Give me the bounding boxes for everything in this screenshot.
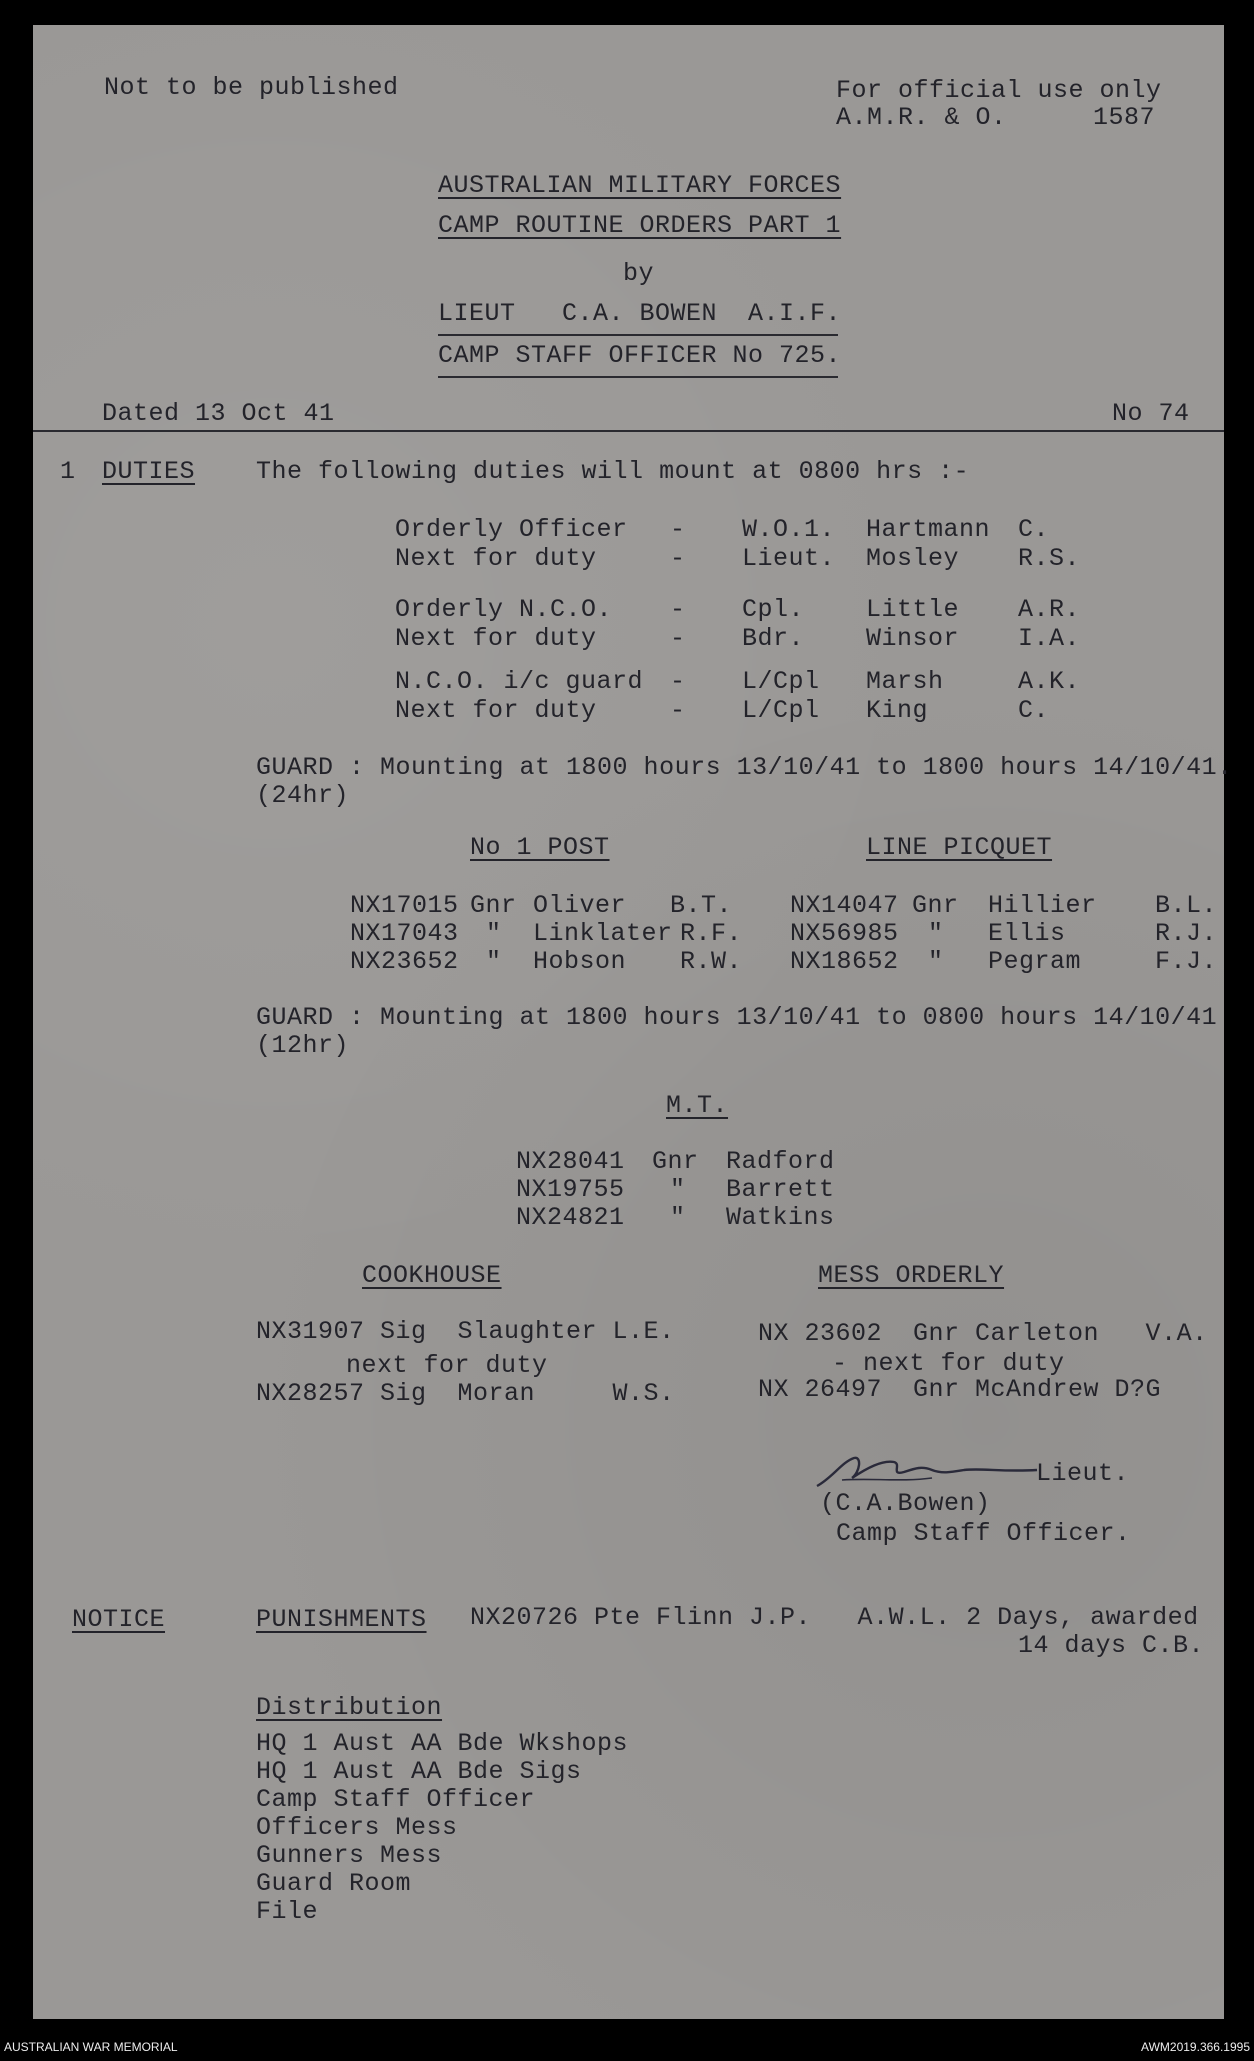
duty-initials: C. — [1018, 515, 1050, 544]
duty-role: N.C.O. i/c guard — [395, 667, 644, 696]
rank: Gnr — [470, 891, 517, 920]
mess-line-1: NX 23602 Gnr Carleton V.A. — [758, 1319, 1208, 1348]
surname: Barrett — [726, 1175, 835, 1204]
duty-initials: I.A. — [1018, 624, 1081, 653]
duty-name: Winsor — [866, 624, 960, 653]
duties-intro: The following duties will mount at 0800 hrs :- — [256, 457, 970, 486]
duty-initials: R.S. — [1018, 544, 1081, 573]
section-number: 1 — [60, 457, 76, 486]
rank: Gnr — [652, 1147, 699, 1176]
surname: Hobson — [533, 947, 627, 976]
distribution-heading: Distribution — [256, 1693, 443, 1722]
duty-name: Mosley — [866, 544, 960, 573]
rank: " — [928, 919, 944, 948]
surname: Oliver — [533, 891, 627, 920]
punishment-entry: NX20726 Pte Flinn J.P. A.W.L. 2 Days, awarded — [470, 1603, 1199, 1632]
title-line-2: CAMP ROUTINE ORDERS PART 1 — [438, 211, 842, 240]
initials: B.L. — [1155, 891, 1218, 920]
service-number: NX28041 — [516, 1147, 625, 1176]
service-number: NX23652 — [350, 947, 459, 976]
distribution-item: File — [256, 1897, 319, 1926]
duty-rank: W.O.1. — [742, 515, 836, 544]
duty-role: Next for duty — [395, 544, 597, 573]
duty-role: Next for duty — [395, 696, 597, 725]
punishment-award: 14 days C.B. — [1018, 1631, 1205, 1660]
surname: Ellis — [988, 919, 1066, 948]
duty-dash: - — [670, 667, 686, 696]
duties-heading: DUTIES — [102, 457, 196, 486]
duty-dash: - — [670, 624, 686, 653]
initials: F.J. — [1155, 947, 1218, 976]
distribution-item: Camp Staff Officer — [256, 1785, 536, 1814]
service-number: NX17043 — [350, 919, 459, 948]
distribution-item: Gunners Mess — [256, 1841, 443, 1870]
cookhouse-heading: COOKHOUSE — [362, 1261, 502, 1290]
initials: R.F. — [680, 919, 743, 948]
duty-dash: - — [670, 515, 686, 544]
rank: " — [670, 1203, 686, 1232]
duty-dash: - — [670, 544, 686, 573]
duty-dash: - — [670, 696, 686, 725]
signature-rank: Lieut. — [1036, 1459, 1130, 1488]
rank: Gnr — [912, 891, 959, 920]
duty-rank: Cpl. — [742, 595, 805, 624]
distribution-item: Officers Mess — [256, 1813, 458, 1842]
by-label: by — [623, 259, 655, 288]
duty-rank: L/Cpl — [742, 667, 820, 696]
guard-24hr-line: GUARD : Mounting at 1800 hours 13/10/41 to 1800 hours 14/10/41. — [256, 753, 1233, 782]
distribution-item: HQ 1 Aust AA Bde Sigs — [256, 1757, 582, 1786]
duty-name: King — [866, 696, 929, 725]
not-published-label: Not to be published — [104, 73, 399, 102]
reference-number: 1587 — [1093, 103, 1156, 132]
surname: Watkins — [726, 1203, 835, 1232]
office-title: CAMP STAFF OFFICER No 725. — [438, 341, 842, 370]
rank: " — [928, 947, 944, 976]
mess-next: - next for duty — [832, 1349, 1065, 1378]
surname: Pegram — [988, 947, 1082, 976]
mess-line-2: NX 26497 Gnr McAndrew D?G — [758, 1375, 1162, 1404]
initials: R.W. — [680, 947, 743, 976]
officer-name: LIEUT C.A. BOWEN A.I.F. — [438, 299, 842, 328]
mt-heading: M.T. — [666, 1091, 729, 1120]
duty-rank: L/Cpl — [742, 696, 820, 725]
guard-24hr-duration: (24hr) — [256, 781, 350, 810]
service-number: NX56985 — [790, 919, 899, 948]
duty-name: Little — [866, 595, 960, 624]
distribution-item: HQ 1 Aust AA Bde Wkshops — [256, 1729, 629, 1758]
double-underline-2 — [438, 376, 838, 378]
signatory-name: (C.A.Bowen) — [820, 1489, 991, 1518]
footer-source: AUSTRALIAN WAR MEMORIAL — [4, 2040, 178, 2054]
initials: R.J. — [1155, 919, 1218, 948]
title-line-1: AUSTRALIAN MILITARY FORCES — [438, 171, 842, 200]
mess-orderly-heading: MESS ORDERLY — [818, 1261, 1005, 1290]
duty-initials: A.K. — [1018, 667, 1081, 696]
duty-rank: Bdr. — [742, 624, 805, 653]
cookhouse-line-2: NX28257 Sig Moran W.S. — [256, 1379, 675, 1408]
rank: " — [486, 947, 502, 976]
duty-name: Hartmann — [866, 515, 991, 544]
footer-accession: AWM2019.366.1995 — [1141, 2040, 1250, 2054]
duty-role: Orderly Officer — [395, 515, 628, 544]
service-number: NX18652 — [790, 947, 899, 976]
official-use-label: For official use only — [836, 76, 1162, 105]
guard-12hr-line: GUARD : Mounting at 1800 hours 13/10/41 to 0800 hours 14/10/41 — [256, 1003, 1218, 1032]
service-number: NX14047 — [790, 891, 899, 920]
dated-label: Dated 13 Oct 41 — [102, 399, 335, 428]
rank: " — [486, 919, 502, 948]
header-rule — [33, 430, 1224, 432]
duty-role: Next for duty — [395, 624, 597, 653]
double-underline-1 — [438, 334, 838, 336]
duty-initials: C. — [1018, 696, 1050, 725]
service-number: NX24821 — [516, 1203, 625, 1232]
cookhouse-next: next for duty — [346, 1351, 548, 1380]
surname: Hillier — [988, 891, 1097, 920]
duty-role: Orderly N.C.O. — [395, 595, 613, 624]
surname: Radford — [726, 1147, 835, 1176]
service-number: NX17015 — [350, 891, 459, 920]
guard-12hr-duration: (12hr) — [256, 1031, 350, 1060]
order-number: No 74 — [1112, 399, 1190, 428]
punishments-heading: PUNISHMENTS — [256, 1605, 427, 1634]
duty-dash: - — [670, 595, 686, 624]
reference-label: A.M.R. & O. — [836, 103, 1007, 132]
duty-rank: Lieut. — [742, 544, 836, 573]
initials: B.T. — [670, 891, 733, 920]
no1-post-heading: No 1 POST — [470, 833, 610, 862]
duty-name: Marsh — [866, 667, 944, 696]
line-picquet-heading: LINE PICQUET — [866, 833, 1053, 862]
signatory-title: Camp Staff Officer. — [836, 1519, 1131, 1548]
surname: Linklater — [533, 919, 673, 948]
service-number: NX19755 — [516, 1175, 625, 1204]
rank: " — [670, 1175, 686, 1204]
cookhouse-line-1: NX31907 Sig Slaughter L.E. — [256, 1317, 675, 1346]
notice-heading: NOTICE — [72, 1605, 166, 1634]
duty-initials: A.R. — [1018, 595, 1081, 624]
distribution-item: Guard Room — [256, 1869, 412, 1898]
